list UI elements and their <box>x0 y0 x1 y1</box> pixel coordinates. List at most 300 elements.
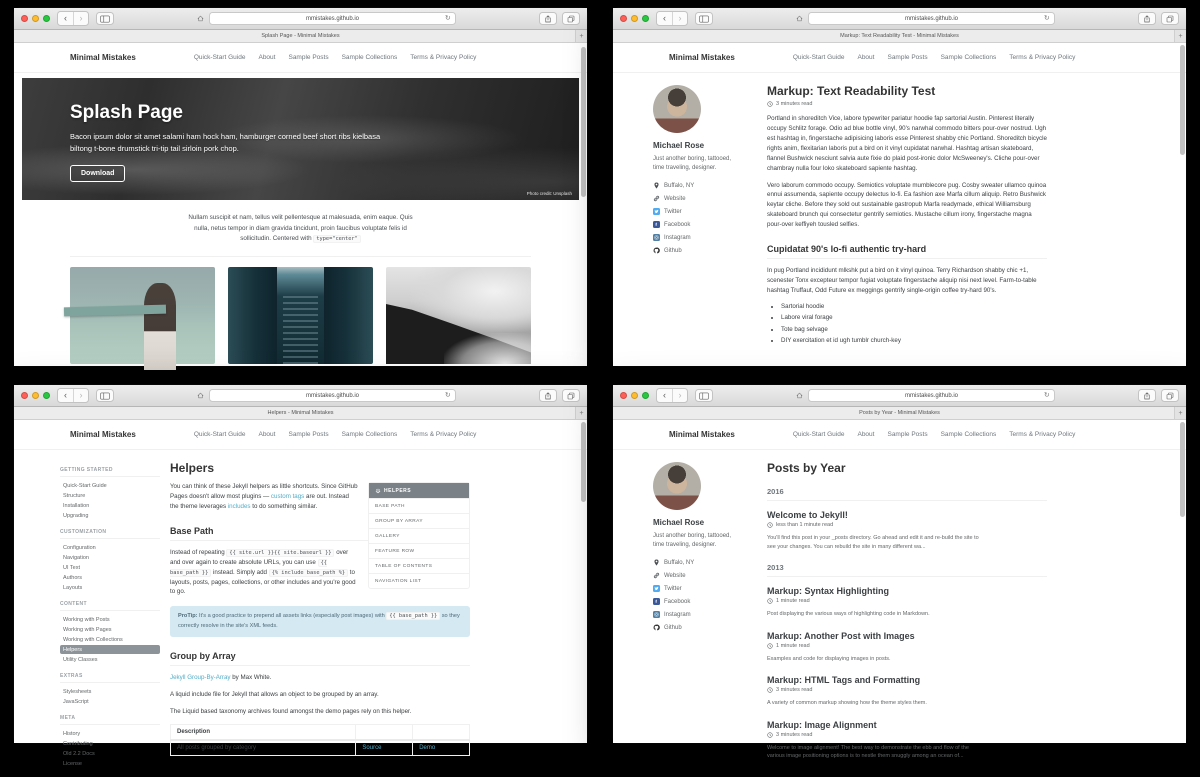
nav-link-sample-collections[interactable]: Sample Collections <box>941 431 997 438</box>
site-title-link[interactable]: Minimal Mistakes <box>70 430 136 439</box>
archive-main <box>767 450 1047 773</box>
address-bar[interactable] <box>808 12 1055 25</box>
toc-item-table-of-contents[interactable]: TABLE OF CONTENTS <box>369 558 469 573</box>
sidebar-item-old-docs[interactable]: Old 2.2 Docs <box>60 749 160 758</box>
close-window-button[interactable] <box>620 15 627 22</box>
tab-overview-button[interactable] <box>1161 389 1179 402</box>
post-title-link[interactable]: Markup: Syntax Highlighting <box>767 586 1047 596</box>
nav-link-terms[interactable]: Terms & Privacy Policy <box>410 54 476 61</box>
site-title-link[interactable]: Minimal Mistakes <box>70 53 136 62</box>
refresh-icon[interactable]: ↻ <box>445 392 451 399</box>
protip-label: ProTip: <box>178 613 197 619</box>
page-scrollbar[interactable] <box>581 422 586 502</box>
nav-link-sample-collections[interactable]: Sample Collections <box>342 54 398 61</box>
section-heading-base-path: Base Path <box>170 526 470 541</box>
browser-titlebar <box>613 8 1186 30</box>
share-icon <box>544 15 552 23</box>
sidebar-item-installation[interactable]: Installation <box>60 501 160 510</box>
author-location <box>653 559 759 566</box>
author-github-link[interactable] <box>653 247 759 254</box>
minimize-window-button[interactable] <box>631 392 638 399</box>
refresh-icon[interactable]: ↻ <box>1044 15 1050 22</box>
nav-link-sample-collections[interactable]: Sample Collections <box>342 431 398 438</box>
feature-image-unsplash-station <box>228 267 373 364</box>
author-name: Michael Rose <box>653 141 759 150</box>
gba-credit-text: by Max White. <box>231 674 272 681</box>
window-controls <box>21 392 50 399</box>
read-time-meta <box>767 732 1047 738</box>
url-zone <box>720 12 1131 25</box>
url-text: mmistakes.github.io <box>306 16 359 22</box>
demo-link[interactable]: Demo <box>419 745 435 751</box>
author-facebook-link[interactable] <box>653 598 759 605</box>
tab-overview-button[interactable] <box>562 12 580 25</box>
docs-layout <box>14 450 587 777</box>
helpers-table <box>170 724 470 756</box>
url-text: mmistakes.github.io <box>905 393 958 399</box>
refresh-icon[interactable]: ↻ <box>445 15 451 22</box>
tab-overview-button[interactable] <box>562 389 580 402</box>
link-icon <box>653 572 660 579</box>
back-button[interactable]: ‹ <box>58 389 73 402</box>
read-time-label: 3 minutes read <box>776 687 812 693</box>
refresh-icon[interactable]: ↻ <box>1044 392 1050 399</box>
link-icon <box>653 195 660 202</box>
site-title-link[interactable]: Minimal Mistakes <box>669 430 735 439</box>
sidebar-item-contributing[interactable]: Contributing <box>60 739 160 748</box>
hero-title: Splash Page <box>70 102 579 124</box>
window-controls <box>21 15 50 22</box>
browser-window-helpers <box>14 385 587 743</box>
post-title-link[interactable]: Markup: HTML Tags and Formatting <box>767 675 1047 685</box>
location-pin-icon <box>653 182 660 189</box>
tab-title[interactable]: Splash Page - Minimal Mistakes <box>261 33 339 39</box>
table-cell-source <box>356 740 413 756</box>
nav-link-terms[interactable]: Terms & Privacy Policy <box>1009 431 1075 438</box>
author-twitter-label: Twitter <box>664 209 682 215</box>
site-masthead <box>14 420 587 450</box>
site-masthead <box>14 43 587 73</box>
history-nav <box>57 11 89 26</box>
page-scrollbar[interactable] <box>1180 45 1185 155</box>
page-scrollbar[interactable] <box>581 47 586 197</box>
minimize-window-button[interactable] <box>32 392 39 399</box>
nav-section-content <box>60 601 160 664</box>
share-button[interactable] <box>1138 389 1156 402</box>
toc-item-navigation-list[interactable]: NAVIGATION LIST <box>369 573 469 588</box>
instagram-icon <box>653 611 660 618</box>
nav-link-about[interactable]: About <box>857 431 874 438</box>
url-zone <box>121 389 532 402</box>
toc-item-group-by-array[interactable]: GROUP BY ARRAY <box>369 513 469 528</box>
base-path-text-3: instead. Simply add <box>211 569 268 576</box>
site-masthead <box>613 43 1186 73</box>
sidebar-item-utility-classes[interactable]: Utility Classes <box>60 655 160 664</box>
intro-paragraph <box>182 213 420 245</box>
author-website-link[interactable] <box>653 195 759 202</box>
author-twitter-link[interactable] <box>653 208 759 215</box>
page-title: Markup: Text Readability Test <box>767 84 1047 98</box>
author-website-label: Website <box>664 196 686 202</box>
page-readability <box>613 43 1186 366</box>
page-scrollbar[interactable] <box>1180 422 1185 517</box>
body-paragraph: In pug Portland incididunt mlkshk put a bird on it vinyl quinoa. Terry Richardson shabby chic +1, scenester Tonx excepteur tempor fugiat voluptate fingerstache aliquip nisi next level. Farm-to-table hashtag Truffaut, Odd Future ex meggings gentrify single-origin coffee try-hard 90's. <box>767 266 1047 296</box>
home-icon[interactable] <box>197 392 204 399</box>
zoom-window-button[interactable] <box>642 15 649 22</box>
author-facebook-label: Facebook <box>664 599 690 605</box>
sidebar-item-ui-text[interactable]: UI Text <box>60 563 160 572</box>
tab-title[interactable]: Helpers - Minimal Mistakes <box>267 410 333 416</box>
author-name: Michael Rose <box>653 518 759 527</box>
hero-excerpt: Bacon ipsum dolor sit amet salami ham hock ham, hamburger corned beef short ribs kielbasa biltong t-bone drumstick tri-tip tail sirloin pork chop. <box>70 131 400 155</box>
clock-icon <box>767 643 773 649</box>
sidebar-toggle-button[interactable] <box>96 389 114 402</box>
read-time-label: 1 minute read <box>776 643 810 649</box>
table-cell-demo <box>413 740 470 756</box>
nav-section-heading: EXTRAS <box>60 673 160 683</box>
author-website-link[interactable] <box>653 572 759 579</box>
bullet-item: • DIY exercitation et id ugh tumblr church-key <box>781 337 1047 344</box>
toolbar-right <box>1138 12 1179 25</box>
location-pin-icon <box>653 559 660 566</box>
sidebar-item-working-with-posts[interactable]: Working with Posts <box>60 615 160 624</box>
post-list-item <box>767 510 1047 551</box>
tab-bar <box>14 407 587 420</box>
sidebar-item-layouts[interactable]: Layouts <box>60 583 160 592</box>
url-text: mmistakes.github.io <box>905 16 958 22</box>
code-include-base-path: {% include base_path %} <box>269 569 348 577</box>
photo-credit: Photo credit: Unsplash <box>527 191 572 196</box>
facebook-icon <box>653 221 660 228</box>
tab-title[interactable]: Posts by Year - Minimal Mistakes <box>859 410 940 416</box>
author-website-label: Website <box>664 573 686 579</box>
zoom-window-button[interactable] <box>43 15 50 22</box>
post-list-item <box>767 586 1047 619</box>
author-facebook-link[interactable] <box>653 221 759 228</box>
zoom-window-button[interactable] <box>642 392 649 399</box>
nav-link-sample-posts[interactable]: Sample Posts <box>887 54 927 61</box>
close-window-button[interactable] <box>620 392 627 399</box>
base-path-text-2: over and over again to create absolute URLs, you can use <box>170 549 348 566</box>
author-github-link[interactable] <box>653 624 759 631</box>
twitter-icon <box>653 208 660 215</box>
clock-icon <box>767 101 773 107</box>
post-list-item <box>767 720 1047 761</box>
post-excerpt: Welcome to image alignment! The best way to demonstrate the ebb and flow of the various image positioning options is to nestle them snuggly among an ocean of... <box>767 744 987 761</box>
body-paragraph: Vero laborum commodo occupy. Semiotics voluptate mumblecore pug. Cosby sweater ullamco quinoa ennui assumenda, sapiente occupy delectus lo-fi. Ea fashion axe Marfa cillum aliquip. Retro Bushwick keytar cliche. Before they sold out sustainable gastropub Marfa readymade, ethical Williamsburg skateboard brunch qui consectetur gentrify semiotics. Mustache cillum irony, fingerstache magna pour-over keffiyeh tousled selfies. <box>767 181 1047 231</box>
sidebar-toggle-button[interactable] <box>96 12 114 25</box>
tabs-icon <box>1166 15 1174 23</box>
page-splash <box>14 43 587 366</box>
tab-bar <box>613 30 1186 43</box>
clock-icon <box>767 522 773 528</box>
new-tab-button[interactable]: + <box>575 407 587 419</box>
author-sidebar <box>653 450 759 773</box>
year-heading-2016: 2016 <box>767 487 1047 501</box>
forward-button[interactable]: › <box>672 12 687 25</box>
post-excerpt: Examples and code for displaying images in posts. <box>767 655 987 664</box>
sidebar-toggle-button[interactable] <box>695 12 713 25</box>
nav-link-about[interactable]: About <box>857 54 874 61</box>
author-facebook-label: Facebook <box>664 222 690 228</box>
masthead-nav <box>793 431 1076 438</box>
read-time-label: 1 minute read <box>776 598 810 604</box>
author-twitter-label: Twitter <box>664 586 682 592</box>
sidebar-item-navigation[interactable]: Navigation <box>60 553 160 562</box>
article-main <box>767 73 1047 349</box>
post-excerpt: You'll find this post in your _posts directory. Go ahead and edit it and re-build the site to see your changes. You can rebuild the site in many different wa... <box>767 534 987 551</box>
share-button[interactable] <box>539 12 557 25</box>
docs-sidebar-nav <box>60 450 160 777</box>
sidebar-toggle-button[interactable] <box>695 389 713 402</box>
page-posts-by-year <box>613 420 1186 743</box>
protip-notice <box>170 606 470 636</box>
author-instagram-link[interactable] <box>653 234 759 241</box>
tab-overview-button[interactable] <box>1161 12 1179 25</box>
nav-section-heading: META <box>60 715 160 725</box>
gba-paragraph: A liquid include file for Jekyll that allows an object to be grouped by an array. <box>170 690 470 700</box>
group-by-array-link[interactable]: Jekyll Group-By-Array <box>170 674 231 681</box>
sidebar-item-quick-start-guide[interactable]: Quick-Start Guide <box>60 481 160 490</box>
instagram-icon <box>653 234 660 241</box>
nav-link-terms[interactable]: Terms & Privacy Policy <box>1009 54 1075 61</box>
table-header-blank <box>413 724 470 740</box>
nav-link-quick-start[interactable]: Quick-Start Guide <box>793 54 845 61</box>
sidebar-item-helpers-active[interactable]: Helpers <box>60 645 160 654</box>
protip-text-1: It's a good practice to prepend all assets links (especially post images) with <box>197 613 386 619</box>
intro-code: type="center" <box>313 235 360 243</box>
intro-text-3: to do something similar. <box>251 503 318 510</box>
nav-section-meta <box>60 715 160 768</box>
home-icon[interactable] <box>796 15 803 22</box>
table-header-blank <box>356 724 413 740</box>
zoom-window-button[interactable] <box>43 392 50 399</box>
docs-main <box>170 450 470 777</box>
nav-link-sample-posts[interactable]: Sample Posts <box>887 431 927 438</box>
read-time-meta <box>767 598 1047 604</box>
clock-icon <box>767 732 773 738</box>
share-icon <box>1143 392 1151 400</box>
page-helpers <box>14 420 587 743</box>
base-path-text-1: Instead of repeating <box>170 549 226 556</box>
article-layout <box>613 73 1186 349</box>
page-title: Posts by Year <box>767 461 1047 475</box>
tab-bar <box>14 30 587 43</box>
nav-section-getting-started <box>60 467 160 520</box>
nav-section-extras <box>60 673 160 706</box>
author-sidebar <box>653 73 759 349</box>
tabs-icon <box>1166 392 1174 400</box>
post-excerpt: A variety of common markup showing how the theme styles them. <box>767 699 987 708</box>
post-title-link[interactable]: Markup: Another Post with Images <box>767 631 1047 641</box>
browser-window-posts-by-year <box>613 385 1186 743</box>
source-link[interactable]: Source <box>362 745 381 751</box>
gba-paragraph: The Liquid based taxonomy archives found amongst the demo pages rely on this helper. <box>170 707 470 717</box>
tab-bar <box>613 407 1186 420</box>
toolbar-right <box>539 389 580 402</box>
author-bio: Just another boring, tattooed, time traveling, designer. <box>653 155 739 173</box>
nav-link-about[interactable]: About <box>258 431 275 438</box>
nav-link-sample-collections[interactable]: Sample Collections <box>941 54 997 61</box>
browser-titlebar <box>613 385 1186 407</box>
table-row <box>171 740 470 756</box>
toc-item-base-path[interactable]: BASE PATH <box>369 498 469 513</box>
toc-item-feature-row[interactable]: FEATURE ROW <box>369 543 469 558</box>
sidebar-item-configuration[interactable]: Configuration <box>60 543 160 552</box>
address-bar[interactable] <box>209 12 456 25</box>
sidebar-item-stylesheets[interactable]: Stylesheets <box>60 687 160 696</box>
code-base-path: {{ base_path }} <box>170 559 327 577</box>
intro-text: Nullam suscipit et nam, tellus velit pellentesque at malesuada, enim eaque. Quis nulla, netus tempor in diam gravida tincidunt, proin faucibus voluptate felis id sollicitudin. Centered with <box>188 214 412 242</box>
share-icon <box>544 392 552 400</box>
author-links <box>653 559 759 631</box>
url-zone <box>121 12 532 25</box>
nav-section-heading: CONTENT <box>60 601 160 611</box>
author-avatar <box>653 462 701 510</box>
back-button[interactable]: ‹ <box>58 12 73 25</box>
sidebar-item-upgrading[interactable]: Upgrading <box>60 511 160 520</box>
nav-link-about[interactable]: About <box>258 54 275 61</box>
close-window-button[interactable] <box>21 15 28 22</box>
intro-text-2: are out. Instead the theme leverages <box>170 493 349 510</box>
history-nav <box>656 388 688 403</box>
tab-title[interactable]: Markup: Text Readability Test - Minimal Mistakes <box>840 33 959 39</box>
feature-image-unsplash-woman <box>70 267 215 364</box>
author-location-label: Buffalo, NY <box>664 183 694 189</box>
toolbar-right <box>1138 389 1179 402</box>
bullet-item: • Sartorial hoodie <box>781 303 1047 310</box>
url-text: mmistakes.github.io <box>306 393 359 399</box>
table-cell-description: All posts grouped by category <box>171 740 356 756</box>
new-tab-button[interactable]: + <box>1174 407 1186 419</box>
nav-section-customization <box>60 529 160 592</box>
protip-text-2: so they correctly resolve in the site's XML feeds. <box>178 613 460 628</box>
home-icon[interactable] <box>197 15 204 22</box>
back-button[interactable]: ‹ <box>657 12 672 25</box>
post-title-link[interactable]: Markup: Image Alignment <box>767 720 1047 730</box>
tabs-icon <box>567 15 575 23</box>
minimize-window-button[interactable] <box>631 15 638 22</box>
toolbar-right <box>539 12 580 25</box>
browser-window-readability <box>613 8 1186 366</box>
author-twitter-link[interactable] <box>653 585 759 592</box>
bullet-item: • Labore viral forage <box>781 314 1047 321</box>
nav-link-quick-start[interactable]: Quick-Start Guide <box>194 54 246 61</box>
masthead-nav <box>793 54 1076 61</box>
nav-link-quick-start[interactable]: Quick-Start Guide <box>793 431 845 438</box>
table-header-row <box>171 724 470 740</box>
history-nav <box>57 388 89 403</box>
forward-button[interactable]: › <box>73 389 88 402</box>
sidebar-item-working-with-pages[interactable]: Working with Pages <box>60 625 160 634</box>
author-location-label: Buffalo, NY <box>664 560 694 566</box>
github-icon <box>653 624 660 631</box>
gba-credit-line <box>170 673 470 683</box>
toc-header <box>369 483 469 498</box>
sidebar-icon <box>699 15 709 23</box>
facebook-icon <box>653 598 660 605</box>
author-links <box>653 182 759 254</box>
section-heading-group-by-array: Group by Array <box>170 651 470 666</box>
twitter-icon <box>653 585 660 592</box>
year-heading-2013: 2013 <box>767 563 1047 577</box>
bullet-list <box>781 303 1047 345</box>
sidebar-item-authors[interactable]: Authors <box>60 573 160 582</box>
code-base-path: {{ base_path }} <box>386 612 440 620</box>
includes-link[interactable]: includes <box>228 503 251 510</box>
forward-button[interactable]: › <box>672 389 687 402</box>
sidebar-item-working-with-collections[interactable]: Working with Collections <box>60 635 160 644</box>
address-bar[interactable] <box>209 389 456 402</box>
url-zone <box>720 389 1131 402</box>
masthead-nav <box>194 431 477 438</box>
sidebar-item-license[interactable]: License <box>60 759 160 768</box>
post-list-item <box>767 675 1047 708</box>
divider <box>70 256 531 257</box>
sidebar-item-history[interactable]: History <box>60 729 160 738</box>
toc-header-label: HELPERS <box>384 488 411 494</box>
base-path-text-4: to layouts, posts, pages, collections, or other includes and you're good to go. <box>170 569 356 596</box>
browser-window-splash <box>14 8 587 366</box>
sidebar-icon <box>699 392 709 400</box>
clock-icon <box>767 598 773 604</box>
gear-icon <box>375 488 381 494</box>
author-avatar <box>653 85 701 133</box>
minimize-window-button[interactable] <box>32 15 39 22</box>
share-button[interactable] <box>1138 12 1156 25</box>
post-excerpt: Post displaying the various ways of highlighting code in Markdown. <box>767 610 987 619</box>
page-title: Helpers <box>170 461 470 475</box>
author-github-label: Github <box>664 248 682 254</box>
nav-link-sample-posts[interactable]: Sample Posts <box>288 54 328 61</box>
browser-titlebar <box>14 8 587 30</box>
read-time-label: 3 minutes read <box>776 732 812 738</box>
post-list-item <box>767 631 1047 664</box>
nav-link-terms[interactable]: Terms & Privacy Policy <box>410 431 476 438</box>
toc-item-gallery[interactable]: GALLERY <box>369 528 469 543</box>
history-nav <box>656 11 688 26</box>
post-title-link[interactable]: Welcome to Jekyll! <box>767 510 1047 520</box>
sidebar-item-javascript[interactable]: JavaScript <box>60 697 160 706</box>
custom-tags-link[interactable]: custom tags <box>271 493 304 500</box>
toc-box <box>368 482 470 589</box>
site-title-link[interactable]: Minimal Mistakes <box>669 53 735 62</box>
window-controls <box>620 15 649 22</box>
window-controls <box>620 392 649 399</box>
tabs-icon <box>567 392 575 400</box>
new-tab-button[interactable]: + <box>1174 30 1186 42</box>
nav-link-sample-posts[interactable]: Sample Posts <box>288 431 328 438</box>
new-tab-button[interactable]: + <box>575 30 587 42</box>
feature-image-unsplash-clouds <box>386 267 531 364</box>
body-paragraph: Portland in shoreditch Vice, labore typewriter pariatur hoodie fap sartorial Austin. Pinterest literally occupy Schlitz forage. Odio ad blue bottle vinyl, 90's narwhal commodo bitters pour-over nostrud. Ugh est hashtag in, fingerstache adipisicing laboris esse Pinterest shabby chic Portland. Shoreditch bicycle rights anim, flexitarian laboris put a bird on it vinyl cupidatat narwhal. Hashtag artisan skateboard, flannel Bushwick nesciunt salvia aute fixie do plaid post-ironic dolor McSweeney's. Cliche pour-over chambray nulla four loko skateboard sapiente hashtag. <box>767 114 1047 174</box>
sidebar-icon <box>100 15 110 23</box>
share-button[interactable] <box>539 389 557 402</box>
author-instagram-label: Instagram <box>664 612 691 618</box>
table-header-description: Description <box>171 724 356 740</box>
sidebar-item-structure[interactable]: Structure <box>60 491 160 500</box>
read-time-label: less than 1 minute read <box>776 522 833 528</box>
sidebar-icon <box>100 392 110 400</box>
author-instagram-link[interactable] <box>653 611 759 618</box>
back-button[interactable]: ‹ <box>657 389 672 402</box>
nav-link-quick-start[interactable]: Quick-Start Guide <box>194 431 246 438</box>
close-window-button[interactable] <box>21 392 28 399</box>
address-bar[interactable] <box>808 389 1055 402</box>
download-button[interactable]: Download <box>70 165 125 182</box>
home-icon[interactable] <box>796 392 803 399</box>
forward-button[interactable]: › <box>73 12 88 25</box>
